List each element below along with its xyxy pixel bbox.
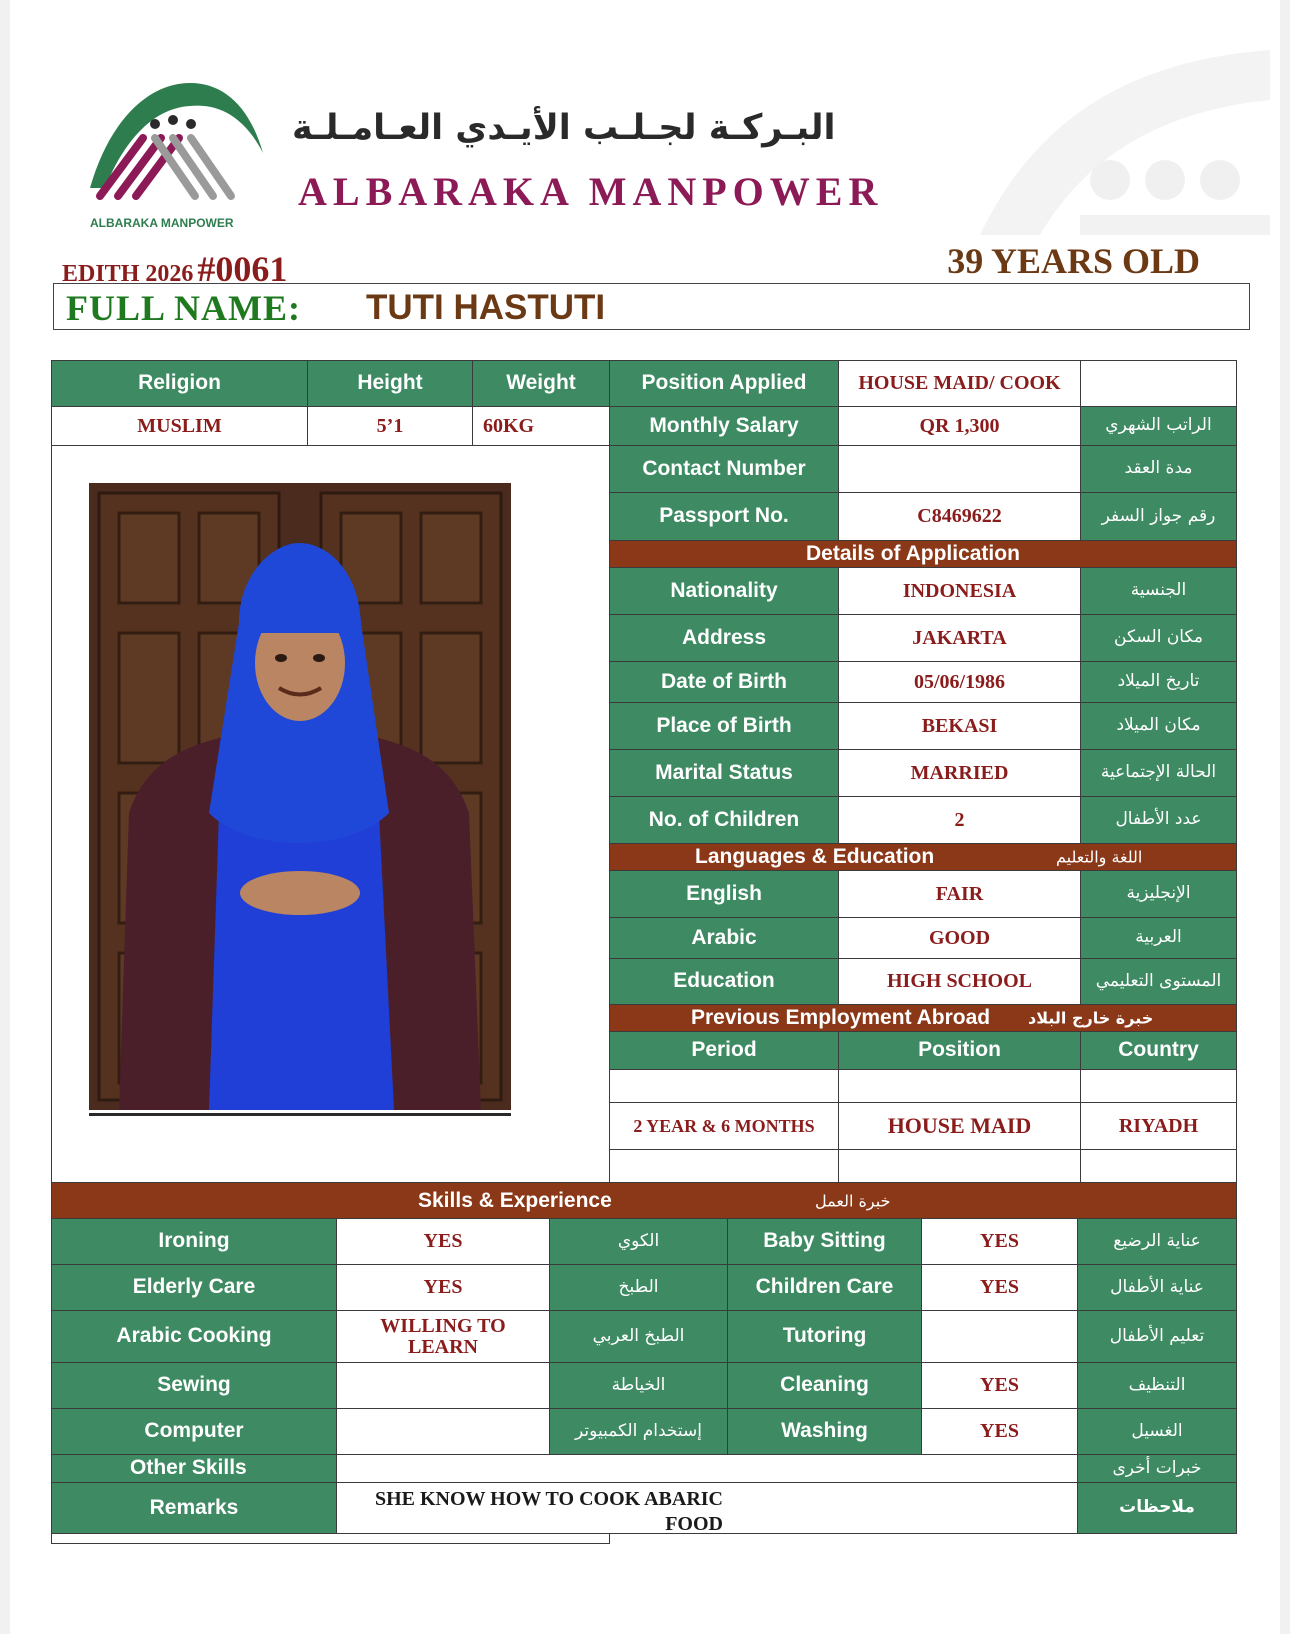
place-of-birth-arabic: مكان الميلاد — [1080, 702, 1237, 750]
employment-row-2-position: HOUSE MAID — [838, 1102, 1081, 1150]
children-care-value: YES — [921, 1264, 1078, 1311]
address-arabic: مكان السكن — [1080, 614, 1237, 662]
position-column-header: Position — [838, 1031, 1081, 1070]
languages-header — [609, 843, 1237, 871]
education-label: Education — [609, 958, 839, 1005]
skills-header — [51, 1182, 1237, 1219]
full-name-label: FULL NAME: — [66, 288, 301, 328]
washing-arabic: الغسيل — [1077, 1408, 1237, 1455]
height-label: Height — [307, 360, 473, 407]
other-skills-label: Other Skills — [51, 1454, 337, 1483]
tutoring-value — [921, 1310, 1078, 1363]
employment-row-3-period — [609, 1149, 839, 1183]
religion-label: Religion — [51, 360, 308, 407]
address-label: Address — [609, 614, 839, 662]
children-value: 2 — [838, 796, 1081, 844]
children-care-arabic: عناية الأطفال — [1077, 1264, 1237, 1311]
date-of-birth-value: 05/06/1986 — [838, 661, 1081, 703]
tutoring-arabic: تعليم الأطفال — [1077, 1310, 1237, 1363]
washing-value: YES — [921, 1408, 1078, 1455]
arabic-value: GOOD — [838, 917, 1081, 959]
details-header — [609, 540, 1237, 568]
ironing-arabic: الكوي — [549, 1218, 728, 1265]
employment-row-1-position — [838, 1069, 1081, 1103]
nationality-label: Nationality — [609, 567, 839, 615]
sewing-label: Sewing — [51, 1362, 337, 1409]
full-name-box — [53, 283, 1250, 330]
tutoring-label: Tutoring — [727, 1310, 922, 1363]
children-care-label: Children Care — [727, 1264, 922, 1311]
baby-sitting-arabic: عناية الرضيع — [1077, 1218, 1237, 1265]
date-of-birth-label: Date of Birth — [609, 661, 839, 703]
position-applied-arabic — [1080, 360, 1237, 407]
sewing-arabic: الخياطة — [549, 1362, 728, 1409]
remarks-text: SHE KNOW HOW TO COOK ABARIC FOOD — [374, 1488, 723, 1534]
children-label: No. of Children — [609, 796, 839, 844]
contact-number-arabic: مدة العقد — [1080, 445, 1237, 493]
remarks-label: Remarks — [51, 1482, 337, 1534]
contact-number-label: Contact Number — [609, 445, 839, 493]
watermark-graphic — [960, 40, 1280, 240]
date-of-birth-arabic: تاريخ الميلاد — [1080, 661, 1237, 703]
weight-label: Weight — [472, 360, 610, 407]
period-column-header: Period — [609, 1031, 839, 1070]
education-value: HIGH SCHOOL — [838, 958, 1081, 1005]
remarks-value — [336, 1482, 1078, 1534]
details-header-text: Details of Application — [806, 542, 1020, 565]
ironing-value: YES — [336, 1218, 550, 1265]
passport-value: C8469622 — [838, 492, 1081, 541]
other-skills-value — [336, 1454, 1078, 1483]
washing-label: Washing — [727, 1408, 922, 1455]
monthly-salary-arabic: الراتب الشهري — [1080, 406, 1237, 446]
passport-arabic: رقم جواز السفر — [1080, 492, 1237, 541]
skills-header-text: Skills & Experience — [418, 1188, 612, 1212]
baby-sitting-value: YES — [921, 1218, 1078, 1265]
arabic-label: Arabic — [609, 917, 839, 959]
position-applied-label: Position Applied — [609, 360, 839, 407]
nationality-value: INDONESIA — [838, 567, 1081, 615]
address-value: JAKARTA — [838, 614, 1081, 662]
monthly-salary-label: Monthly Salary — [609, 406, 839, 446]
employment-header-text: Previous Employment Abroad — [691, 1006, 991, 1029]
employment-header — [609, 1004, 1237, 1032]
languages-header-text: Languages & Education — [695, 845, 935, 868]
cleaning-arabic: التنظيف — [1077, 1362, 1237, 1409]
remarks-arabic: ملاحظات — [1077, 1482, 1237, 1534]
arabic-cooking-value: WILLING TO LEARN — [336, 1310, 550, 1363]
english-value: FAIR — [838, 870, 1081, 918]
marital-status-label: Marital Status — [609, 749, 839, 797]
sewing-value — [336, 1362, 550, 1409]
elderly-care-arabic: الطبخ — [549, 1264, 728, 1311]
skills-header-arabic: خبرة العمل — [815, 1191, 891, 1210]
employment-row-2-period: 2 YEAR & 6 MONTHS — [609, 1102, 839, 1150]
arabic-arabic: العربية — [1080, 917, 1237, 959]
employment-row-2-country: RIYADH — [1080, 1102, 1237, 1150]
employment-header-arabic: خبرة خارج البلاد — [1028, 1008, 1154, 1028]
candidate-photo — [89, 483, 511, 1110]
employment-row-3-position — [838, 1149, 1081, 1183]
cleaning-label: Cleaning — [727, 1362, 922, 1409]
employment-row-1-period — [609, 1069, 839, 1103]
elderly-care-label: Elderly Care — [51, 1264, 337, 1311]
arabic-cooking-arabic: الطبخ العربي — [549, 1310, 728, 1363]
contact-number-value — [838, 445, 1081, 493]
brand-arabic-name: البـركـة لجـلـب الأيـدي العـامـلـة — [292, 108, 836, 148]
computer-label: Computer — [51, 1408, 337, 1455]
computer-arabic: إستخدام الكمبيوتر — [549, 1408, 728, 1455]
education-arabic: المستوى التعليمي — [1080, 958, 1237, 1005]
nationality-arabic: الجنسية — [1080, 567, 1237, 615]
elderly-care-value: YES — [336, 1264, 550, 1311]
religion-value: MUSLIM — [51, 406, 308, 446]
passport-label: Passport No. — [609, 492, 839, 541]
full-name-value: TUTI HASTUTI — [366, 288, 606, 327]
edition-prefix: EDITH 2026 — [62, 261, 194, 287]
english-arabic: الإنجليزية — [1080, 870, 1237, 918]
albaraka-logo-icon — [85, 78, 265, 213]
brand-english-name: ALBARAKA MANPOWER — [298, 169, 884, 214]
employment-row-1-country — [1080, 1069, 1237, 1103]
employment-row-3-country — [1080, 1149, 1237, 1183]
place-of-birth-label: Place of Birth — [609, 702, 839, 750]
weight-value: 60KG — [472, 406, 610, 446]
english-label: English — [609, 870, 839, 918]
computer-value — [336, 1408, 550, 1455]
position-applied-value: HOUSE MAID/ COOK — [838, 360, 1081, 407]
place-of-birth-value: BEKASI — [838, 702, 1081, 750]
logo-caption: ALBARAKA MANPOWER — [90, 216, 234, 230]
edition-number: #0061 — [197, 249, 288, 289]
cleaning-value: YES — [921, 1362, 1078, 1409]
marital-status-value: MARRIED — [838, 749, 1081, 797]
languages-header-arabic: اللغة والتعليم — [1056, 847, 1143, 867]
arabic-cooking-label: Arabic Cooking — [51, 1310, 337, 1363]
children-arabic: عدد الأطفال — [1080, 796, 1237, 844]
marital-status-arabic: الحالة الإجتماعية — [1080, 749, 1237, 797]
photo-underline — [89, 1113, 511, 1116]
page-left-margin — [0, 0, 10, 1634]
page-right-margin — [1280, 0, 1290, 1634]
ironing-label: Ironing — [51, 1218, 337, 1265]
country-column-header: Country — [1080, 1031, 1237, 1070]
baby-sitting-label: Baby Sitting — [727, 1218, 922, 1265]
height-value: 5’1 — [307, 406, 473, 446]
other-skills-arabic: خبرات أخرى — [1077, 1454, 1237, 1483]
monthly-salary-value: QR 1,300 — [838, 406, 1081, 446]
age-label: 39 YEARS OLD — [947, 241, 1200, 281]
